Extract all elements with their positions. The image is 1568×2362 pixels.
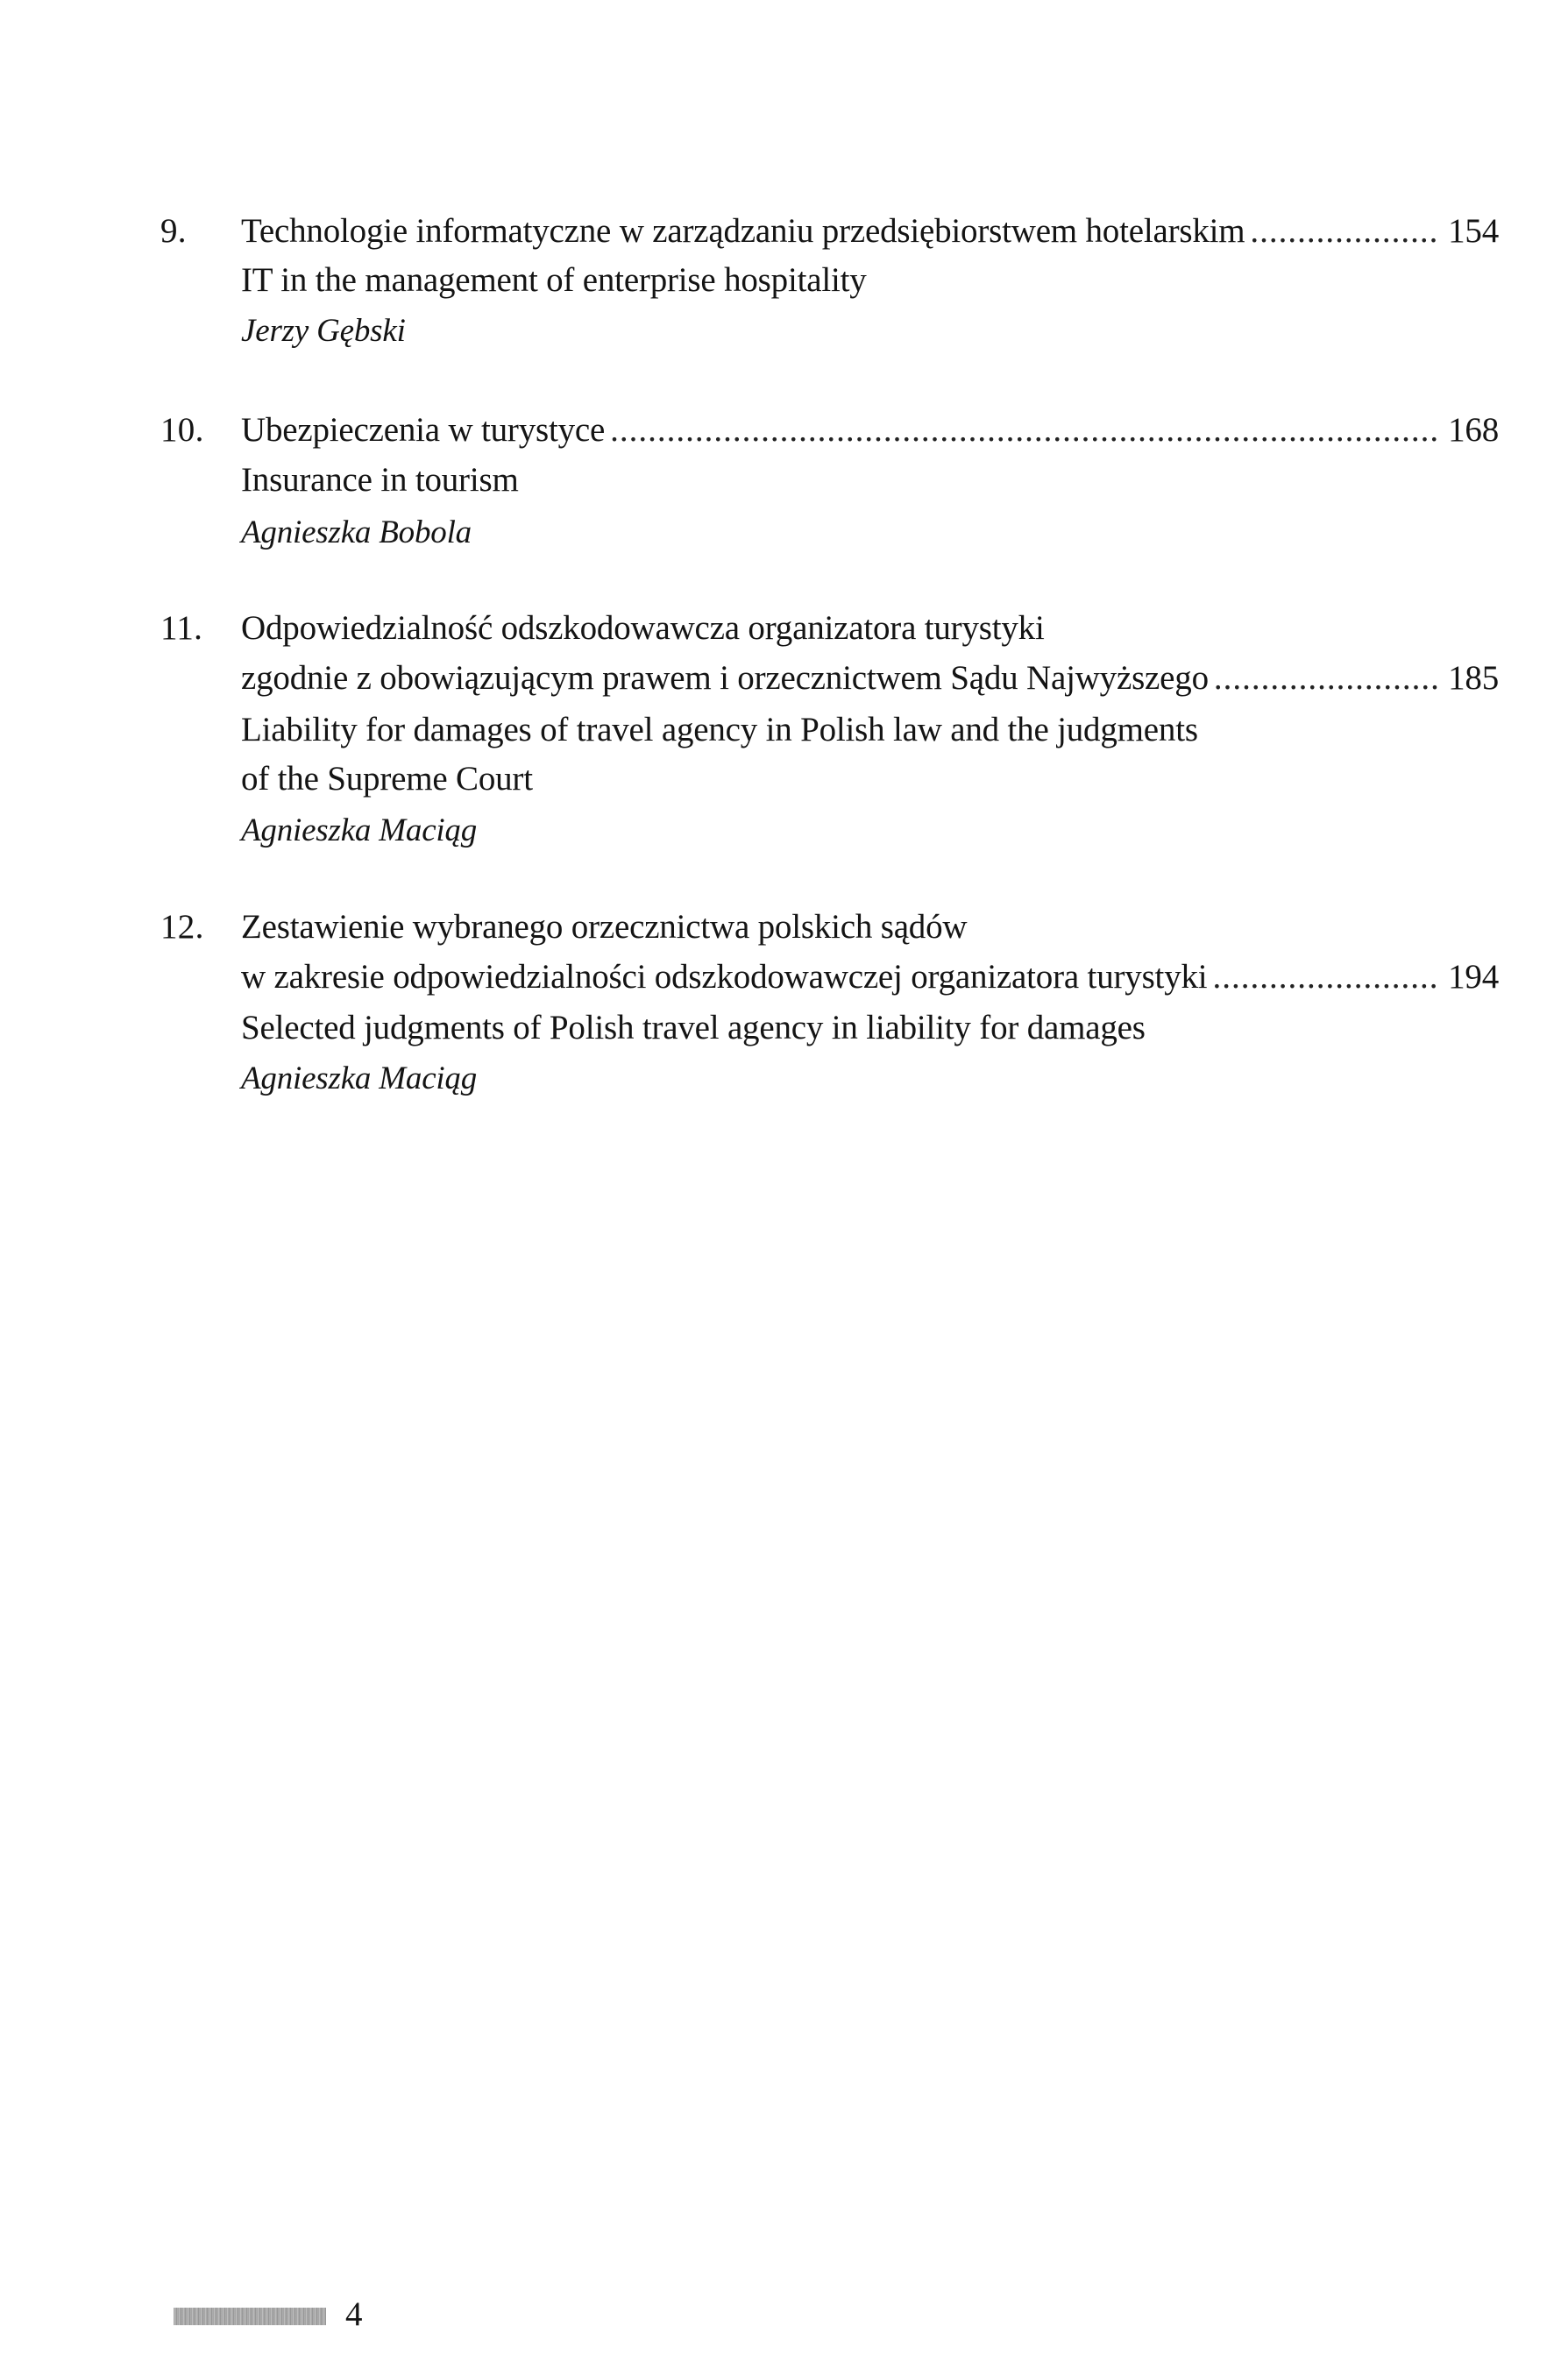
entry-author: Jerzy Gębski — [241, 313, 406, 349]
footer-decorative-bar — [174, 2308, 326, 2325]
entry-author: Agnieszka Maciąg — [241, 812, 478, 848]
entry-title-line — [241, 406, 1499, 455]
page-number: 154 — [1448, 212, 1499, 250]
entry-number: 12. — [160, 908, 204, 946]
entry-author: Agnieszka Bobola — [241, 514, 472, 550]
footer-page-number: 4 — [345, 2295, 363, 2333]
page-number: 194 — [1448, 958, 1499, 996]
entry-english-title: Liability for damages of travel agency in Polish law and the judgments — [241, 711, 1198, 748]
entry-title-line — [241, 654, 1499, 703]
dot-leader — [1214, 654, 1437, 703]
entry-english-title: Insurance in tourism — [241, 461, 519, 499]
entry-author: Agnieszka Maciąg — [241, 1060, 478, 1096]
entry-title: Odpowiedzialność odszkodowawcza organizatora turystyki — [241, 609, 1045, 647]
entry-english-title-continued: of the Supreme Court — [241, 760, 533, 798]
entry-number: 9. — [160, 212, 187, 250]
entry-title: Ubezpieczenia w turystyce — [241, 411, 606, 449]
page-number: 168 — [1448, 411, 1499, 449]
dot-leader — [610, 406, 1437, 455]
dot-leader — [1212, 953, 1437, 1002]
entry-title-line — [241, 207, 1499, 256]
entry-title-line — [241, 953, 1499, 1002]
entry-english-title: IT in the management of enterprise hospitality — [241, 261, 867, 299]
entry-title-continued: w zakresie odpowiedzialności odszkodowawczej organizatora turystyki — [241, 958, 1208, 996]
entry-title-continued: zgodnie z obowiązującym prawem i orzecznictwem Sądu Najwyższego — [241, 659, 1209, 697]
entry-title: Zestawienie wybranego orzecznictwa polskich sądów — [241, 908, 968, 946]
entry-number: 11. — [160, 609, 203, 647]
entry-english-title: Selected judgments of Polish travel agency in liability for damages — [241, 1009, 1146, 1046]
entry-number: 10. — [160, 411, 204, 449]
dot-leader — [1250, 207, 1437, 256]
entry-title: Technologie informatyczne w zarządzaniu przedsiębiorstwem hotelarskim — [241, 212, 1245, 250]
page-number: 185 — [1448, 659, 1499, 697]
